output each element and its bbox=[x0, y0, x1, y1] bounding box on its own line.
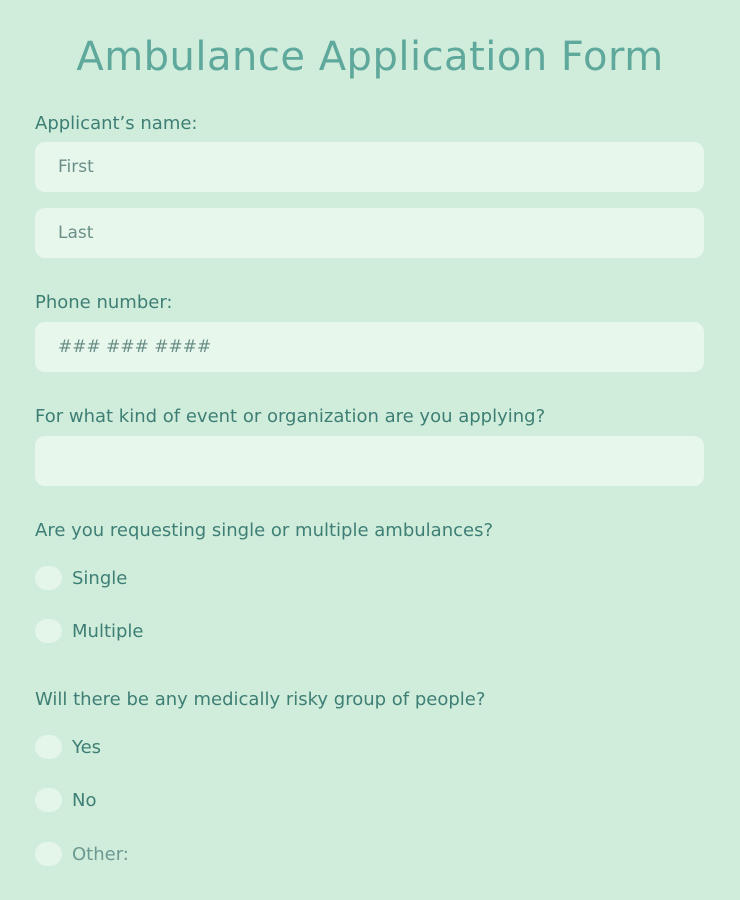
risk-group-question: Will there be any medically risky group of people? bbox=[35, 689, 486, 710]
phone-field-container bbox=[35, 322, 704, 372]
phone-number-label: Phone number: bbox=[35, 292, 173, 313]
radio-button[interactable] bbox=[35, 735, 62, 759]
first-name-input[interactable] bbox=[58, 157, 681, 177]
radio-option-yes[interactable] bbox=[35, 733, 101, 761]
radio-button[interactable] bbox=[35, 619, 62, 643]
radio-label-yes: Yes bbox=[72, 736, 102, 758]
form-title: Ambulance Application Form bbox=[76, 34, 664, 80]
radio-button[interactable] bbox=[35, 788, 62, 812]
last-name-input[interactable] bbox=[58, 223, 681, 243]
radio-label-multiple: Multiple bbox=[72, 620, 144, 642]
radio-label-single: Single bbox=[72, 567, 128, 589]
event-type-label: For what kind of event or organization are you applying? bbox=[35, 406, 546, 427]
radio-button[interactable] bbox=[35, 842, 62, 866]
phone-number-input[interactable] bbox=[58, 337, 681, 357]
last-name-field-container bbox=[35, 208, 704, 258]
applicant-name-label: Applicant’s name: bbox=[35, 113, 198, 134]
radio-label-other: Other: bbox=[72, 843, 129, 865]
radio-option-other[interactable] bbox=[35, 840, 129, 868]
event-type-field-container bbox=[35, 436, 704, 486]
ambulance-count-question: Are you requesting single or multiple ambulances? bbox=[35, 520, 493, 541]
event-type-input[interactable] bbox=[58, 451, 681, 471]
radio-option-no[interactable] bbox=[35, 786, 96, 814]
radio-label-no: No bbox=[72, 789, 97, 811]
radio-button[interactable] bbox=[35, 566, 62, 590]
radio-option-single[interactable] bbox=[35, 564, 127, 592]
radio-option-multiple[interactable] bbox=[35, 617, 144, 645]
first-name-field-container bbox=[35, 142, 704, 192]
